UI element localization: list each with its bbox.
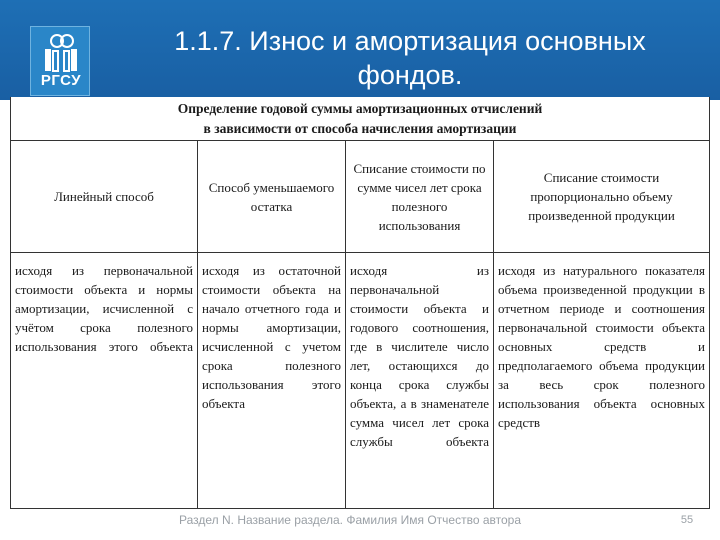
- logo-text: РГСУ: [40, 72, 82, 89]
- amortization-table: [10, 97, 710, 509]
- description-text: исходя из остаточной стоимости объекта на начало отчетного года и нормы амортизации, исчисленной с учетом срока полезного использования этого объекта: [202, 263, 341, 411]
- method-reducing-balance: [198, 141, 346, 253]
- methods-row: [10, 141, 710, 253]
- description-text: исходя из натурального показателя объема произведенной продукции в отчетном периоде и соотношения первоначальной стоимости объекта основных средств и предполагаемого объема продукции за весь срок полезного использования объекта основных средств: [498, 263, 705, 430]
- description-text: исходя из первоначальной стоимости объекта и нормы амортизации, исчисленной с учётом срока полезного использования этого объекта: [15, 263, 193, 354]
- table-top-heading: [10, 97, 710, 141]
- top-heading-line2: в зависимости от способа начисления амортизации: [203, 121, 517, 136]
- method-label: Линейный способ: [54, 189, 154, 204]
- slide-header: [0, 0, 720, 100]
- description-linear: [10, 253, 198, 509]
- method-sum-of-years: [346, 141, 494, 253]
- logo-emblem-icon: [31, 27, 91, 75]
- method-label: Списание стоимости по сумме чисел лет срока полезного использования: [353, 160, 486, 233]
- top-heading-line1: Определение годовой суммы амортизационных отчислений: [177, 101, 543, 116]
- method-label: Списание стоимости пропорционально объему произведенной продукции: [528, 170, 675, 223]
- method-label: Способ уменьшаемого остатка: [208, 179, 335, 214]
- description-sum-of-years: [346, 253, 494, 509]
- slide-title: 1.1.7. Износ и амортизация основных фондов.: [174, 26, 646, 90]
- slide-footer: [10, 509, 710, 531]
- descriptions-row: [10, 253, 710, 509]
- footer-text: Раздел N. Название раздела. Фамилия Имя Отчество автора: [178, 513, 522, 527]
- description-reducing-balance: [198, 253, 346, 509]
- rgsu-logo: [30, 26, 90, 96]
- method-units-of-production: [494, 141, 710, 253]
- description-units-of-production: [494, 253, 710, 509]
- page-number: 55: [680, 514, 694, 526]
- description-text: исходя из первоначальной стоимости объекта и годового соотношения, где в числителе число лет, остающихся до конца срока службы объекта, а в знаменателе сумма чисел лет срока службы объекта: [350, 263, 489, 449]
- method-linear: [10, 141, 198, 253]
